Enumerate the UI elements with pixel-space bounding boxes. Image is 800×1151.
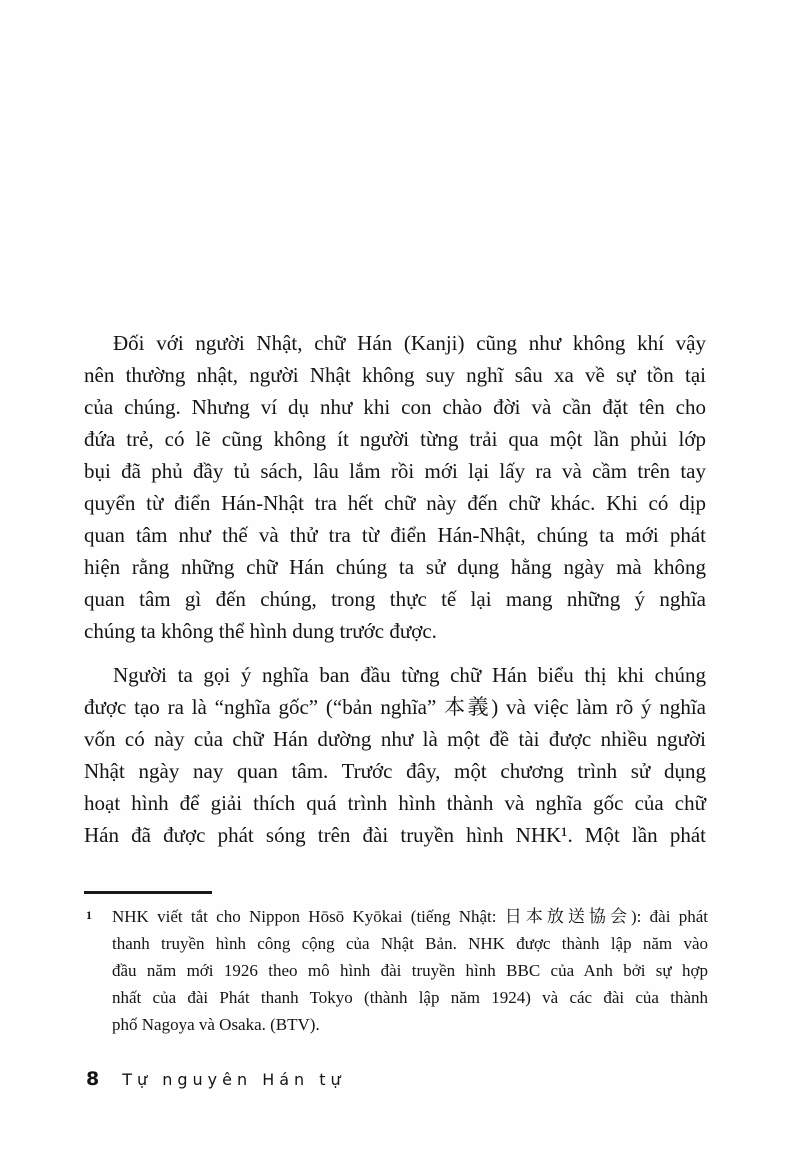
text-line: vốn có này của chữ Hán dường như là một đề tài được nhiều người [84,727,706,751]
footnote-divider [84,891,212,894]
footnote-line: đầu năm mới 1926 theo mô hình đài truyền hình BBC của Anh bởi sự hợp [112,961,708,980]
footnote-text [112,903,708,1038]
text-line: bụi đã phủ đầy tủ sách, lâu lắm rồi mới lại lấy ra và cầm trên tay [84,459,706,483]
text-line: của chúng. Nhưng ví dụ như khi con chào đời và cần đặt tên cho [84,395,706,419]
text-line: Đối với người Nhật, chữ Hán (Kanji) cũng như không khí vậy [113,331,706,355]
page-number: 8 [86,1068,101,1090]
paragraph-2 [84,659,706,851]
paragraph-1 [84,327,706,647]
text-line: chúng ta không thể hình dung trước được. [84,619,437,643]
footnote-line: phố Nagoya và Osaka. (BTV). [112,1015,320,1034]
body-text [84,327,706,851]
text-line: hiện rằng những chữ Hán chúng ta sử dụng hằng ngày mà không [84,555,706,579]
text-line: Hán đã được phát sóng trên đài truyền hình NHK¹. Một lần phát [84,823,706,847]
running-title: Tự nguyên Hán tự [122,1070,346,1089]
text-line: được tạo ra là “nghĩa gốc” (“bản nghĩa” 本義) và việc làm rõ ý nghĩa [84,695,706,719]
text-line: đứa trẻ, có lẽ cũng không ít người từng trải qua một lần phủi lớp [84,427,706,451]
footnote-line: NHK viết tắt cho Nippon Hōsō Kyōkai (tiếng Nhật: 日本放送協会): đài phát [112,907,708,926]
footnote [84,903,708,1038]
text-line: hoạt hình để giải thích quá trình hình thành và nghĩa gốc của chữ [84,791,706,815]
text-line: nên thường nhật, người Nhật không suy nghĩ sâu xa về sự tồn tại [84,363,706,387]
footnote-marker: 1 [86,908,92,922]
text-line: quan tâm gì đến chúng, trong thực tế lại mang những ý nghĩa [84,587,706,611]
footnote-line: nhất của đài Phát thanh Tokyo (thành lập năm 1924) và các đài của thành [112,988,708,1007]
text-line: quyển từ điển Hán-Nhật tra hết chữ này đến chữ khác. Khi có dịp [84,491,706,515]
text-line: Nhật ngày nay quan tâm. Trước đây, một chương trình sử dụng [84,759,706,783]
text-line: quan tâm như thế và thử tra từ điển Hán-Nhật, chúng ta mới phát [84,523,706,547]
page-footer [86,1068,346,1090]
text-line: Người ta gọi ý nghĩa ban đầu từng chữ Hán biểu thị khi chúng [113,663,706,687]
footnote-line: thanh truyền hình công cộng của Nhật Bản. NHK được thành lập năm vào [112,934,708,953]
